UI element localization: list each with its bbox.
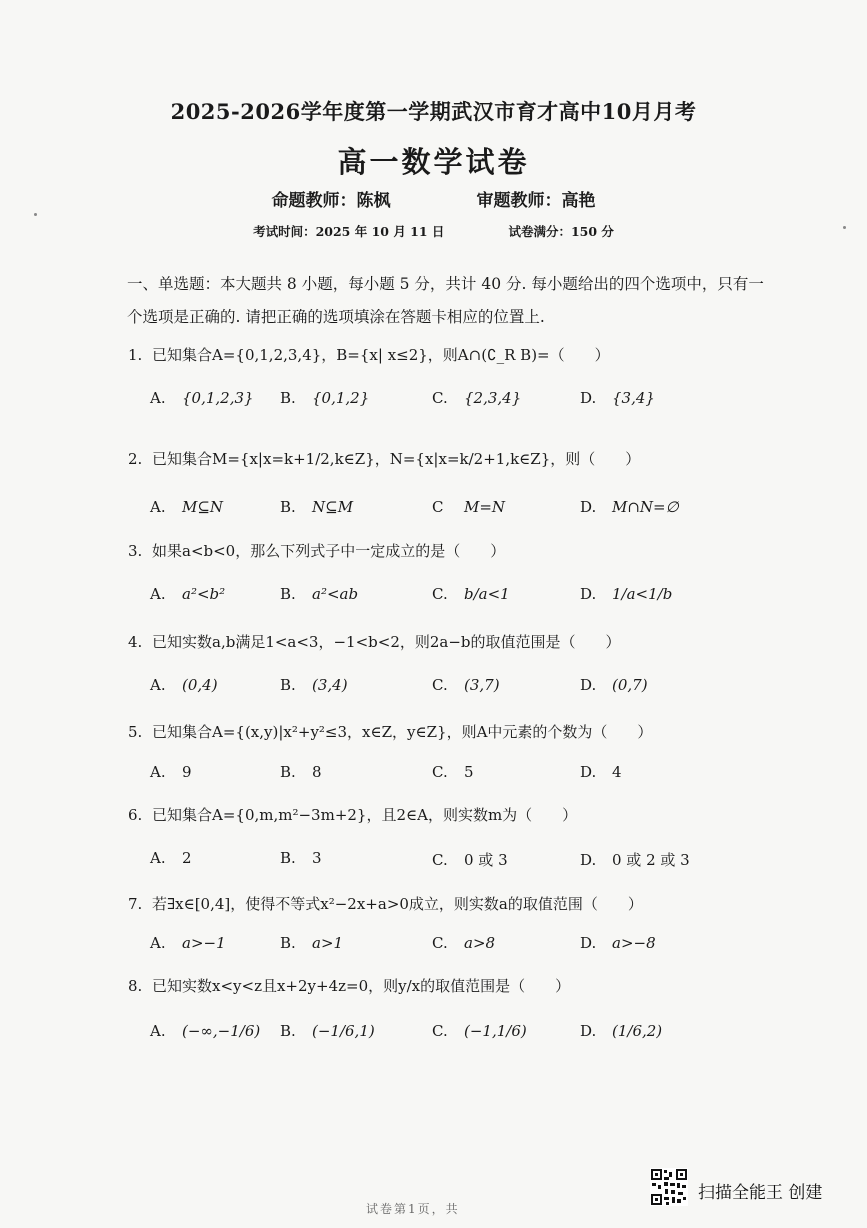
option-a[interactable]: A. M⊆N [150, 498, 224, 516]
option-c[interactable]: C M=N [432, 498, 506, 516]
question-number: 6. [128, 806, 143, 824]
option-d[interactable]: D. 4 [580, 763, 622, 781]
scan-speck [34, 213, 37, 216]
question-stem: 已知实数a,b满足1<a<3，−1<b<2，则2a−b的取值范围是（ ） [152, 633, 621, 651]
option-b[interactable]: B. 3 [280, 849, 322, 867]
option-c[interactable]: C. b/a<1 [432, 585, 510, 603]
option-c[interactable]: C. 5 [432, 763, 474, 781]
option-d[interactable]: D. (1/6,2) [580, 1022, 663, 1040]
watermark-text: 扫描全能王 创建 [698, 1183, 823, 1203]
option-d[interactable]: D. {3,4} [580, 389, 655, 407]
question-number: 5. [128, 723, 143, 741]
option-a[interactable]: A. a>−1 [150, 934, 226, 952]
option-d[interactable]: D. (0,7) [580, 676, 648, 694]
question-number: 7. [128, 895, 143, 913]
option-c[interactable]: C. a>8 [432, 934, 496, 952]
option-b[interactable]: B. a>1 [280, 934, 344, 952]
option-a[interactable]: A. (0,4) [150, 676, 218, 694]
option-b[interactable]: B. (−1/6,1) [280, 1022, 375, 1040]
option-a[interactable]: A. a²<b² [150, 585, 226, 603]
question-8 [128, 975, 570, 996]
question-2 [128, 448, 640, 469]
question-number: 2. [128, 450, 143, 468]
option-a[interactable]: A. 2 [150, 849, 192, 867]
qr-code-icon [650, 1168, 688, 1206]
page-footer: 试卷第1页，共 [366, 1202, 460, 1216]
paper-subtitle: 高一数学试卷 [337, 145, 530, 179]
scan-speck [843, 226, 846, 229]
full-score: 试卷满分：150 分 [508, 224, 614, 239]
option-b[interactable]: B. N⊆M [280, 498, 354, 516]
question-number: 4. [128, 633, 143, 651]
option-a[interactable]: A. (−∞,−1/6) [150, 1022, 261, 1040]
question-3 [128, 540, 505, 561]
question-stem: 已知集合M={x|x=k+1/2,k∈Z}，N={x|x=k/2+1,k∈Z}，则（ ） [152, 450, 641, 468]
scanner-watermark [650, 1168, 850, 1212]
reviewer-label: 审题教师：高艳 [476, 191, 596, 211]
option-c[interactable]: C. (3,7) [432, 676, 500, 694]
option-c[interactable]: C. 0 或 3 [432, 851, 508, 869]
option-a[interactable]: A. {0,1,2,3} [150, 389, 254, 407]
question-stem: 若∃x∈[0,4]，使得不等式x²−2x+a>0成立，则实数a的取值范围（ ） [152, 895, 643, 913]
question-stem: 已知集合A={0,m,m²−3m+2}，且2∈A，则实数m为（ ） [152, 806, 578, 824]
question-4 [128, 631, 621, 652]
option-c[interactable]: C. (−1,1/6) [432, 1022, 527, 1040]
question-number: 1. [128, 346, 143, 364]
exam-title: 2025-2026学年度第一学期武汉市育才高中10月月考 [170, 99, 697, 124]
option-a[interactable]: A. 9 [150, 763, 192, 781]
question-7 [128, 893, 643, 914]
teacher-line [0, 186, 867, 211]
option-b[interactable]: B. {0,1,2} [280, 389, 370, 407]
question-6 [128, 804, 577, 825]
option-d[interactable]: D. a>−8 [580, 934, 656, 952]
option-b[interactable]: B. (3,4) [280, 676, 348, 694]
question-stem: 已知实数x<y<z且x+2y+4z=0，则y/x的取值范围是（ ） [152, 977, 571, 995]
question-stem: 已知集合A={(x,y)|x²+y²≤3，x∈Z，y∈Z}，则A中元素的个数为（ ） [152, 723, 653, 741]
option-b[interactable]: B. a²<ab [280, 585, 359, 603]
exam-date: 考试时间：2025 年 10 月 11 日 [253, 224, 445, 239]
option-b[interactable]: B. 8 [280, 763, 322, 781]
question-stem: 已知集合A={0,1,2,3,4}，B={x| x≤2}，则A∩(∁_R B)=（ ） [152, 346, 610, 364]
exam-meta [0, 222, 867, 240]
question-1 [128, 344, 610, 365]
section-heading: 一、单选题：本大题共 8 小题，每小题 5 分，共计 40 分. 每小题给出的四个选项中，只有一个选项是正确的. 请把正确的选项填涂在答题卡相应的位置上. [127, 275, 764, 326]
author-label: 命题教师：陈枫 [271, 191, 391, 211]
option-d[interactable]: D. 0 或 2 或 3 [580, 851, 690, 869]
question-number: 3. [128, 542, 143, 560]
option-d[interactable]: D. M∩N=∅ [580, 498, 679, 516]
option-c[interactable]: C. {2,3,4} [432, 389, 522, 407]
question-number: 8. [128, 977, 143, 995]
question-stem: 如果a<b<0，那么下列式子中一定成立的是（ ） [152, 542, 506, 560]
question-5 [128, 721, 652, 742]
option-d[interactable]: D. 1/a<1/b [580, 585, 673, 603]
